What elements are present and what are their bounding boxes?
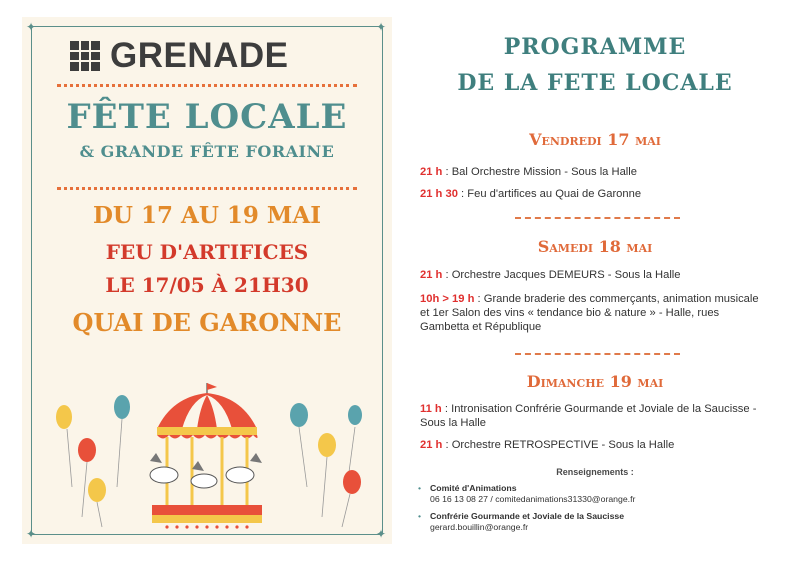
- event-text: : Orchestre RETROSPECTIVE - Sous la Halle: [442, 439, 675, 451]
- dashed-divider: [515, 353, 680, 355]
- event-text: : Feu d'artifices au Quai de Garonne: [457, 188, 642, 200]
- corner-ornament-icon: ✦: [26, 20, 37, 34]
- day-heading: Samedi 18 mai: [537, 237, 653, 256]
- event-poster: [22, 17, 392, 544]
- corner-ornament-icon: ✦: [26, 527, 37, 541]
- brand-logo: [70, 36, 289, 76]
- event-item: [420, 292, 770, 334]
- poster-title: FÊTE LOCALE: [66, 97, 348, 137]
- balloon-icon: [290, 403, 308, 487]
- balloon-icon: [78, 438, 96, 517]
- balloon-icon: [318, 433, 336, 517]
- carousel-illustration: [22, 357, 392, 532]
- dashed-divider: [515, 217, 680, 219]
- poster-dates: DU 17 AU 19 MAI: [92, 202, 321, 229]
- poster-subtitle: & GRANDE FÊTE FORAINE: [79, 142, 335, 161]
- event-time: 21 h: [420, 166, 443, 178]
- brand-name: GRENADE: [110, 36, 289, 75]
- programme-title-line-2: DE LA FETE LOCALE: [457, 70, 733, 96]
- contact-item: [418, 483, 635, 505]
- event-time: 21 h: [420, 439, 443, 451]
- event-text: : Bal Orchestre Mission - Sous la Halle: [442, 166, 637, 178]
- grid-logo-icon: [70, 41, 100, 71]
- event-time: 10h > 19 h: [420, 293, 475, 305]
- dotted-divider: [57, 187, 357, 190]
- day-heading: Dimanche 19 mai: [526, 372, 664, 391]
- info-title: Renseignements :: [556, 467, 634, 477]
- event-item: [420, 402, 770, 430]
- balloon-icon: [342, 470, 361, 527]
- carousel-icon: [150, 383, 262, 529]
- event-time: 11 h: [420, 403, 442, 415]
- poster-place: QUAI DE GARONNE: [72, 308, 342, 337]
- event-text: : Grande braderie des commerçants, animation musicale et 1er Salon des vins « tendance bio & nature » - Halle, rues Gambetta et République: [420, 293, 759, 333]
- programme-title-line-1: PROGRAMME: [503, 34, 687, 60]
- balloon-icon: [56, 405, 72, 487]
- event-item: [420, 438, 770, 452]
- corner-ornament-icon: ✦: [376, 20, 387, 34]
- corner-ornament-icon: ✦: [376, 527, 387, 541]
- contact-item: [418, 511, 624, 533]
- event-text: : Orchestre Jacques DEMEURS - Sous la Halle: [442, 269, 681, 281]
- fireworks-line-2: LE 17/05 À 21H30: [105, 273, 309, 297]
- event-item: [420, 165, 770, 179]
- day-heading: Vendredi 17 mai: [529, 130, 661, 149]
- event-item: [420, 187, 770, 201]
- bullet-icon: •: [418, 483, 422, 493]
- event-time: 21 h 30: [420, 188, 458, 200]
- event-time: 21 h: [420, 269, 443, 281]
- fireworks-line-1: FEU D'ARTIFICES: [105, 240, 309, 264]
- dotted-divider: [57, 84, 357, 87]
- balloon-icon: [88, 478, 106, 527]
- contact-name: Comité d'Animations: [430, 483, 517, 493]
- event-item: [420, 268, 770, 282]
- event-text: : Intronisation Confrérie Gourmande et Joviale de la Saucisse - Sous la Halle: [420, 403, 757, 429]
- contact-name: Confrérie Gourmande et Joviale de la Saucisse: [430, 511, 625, 521]
- contact-detail[interactable]: 06 16 13 08 27 / comitedanimations31330@orange.fr: [430, 494, 636, 504]
- balloon-icon: [114, 395, 130, 487]
- contact-detail[interactable]: gerard.bouillin@orange.fr: [430, 522, 529, 532]
- bullet-icon: •: [418, 511, 422, 521]
